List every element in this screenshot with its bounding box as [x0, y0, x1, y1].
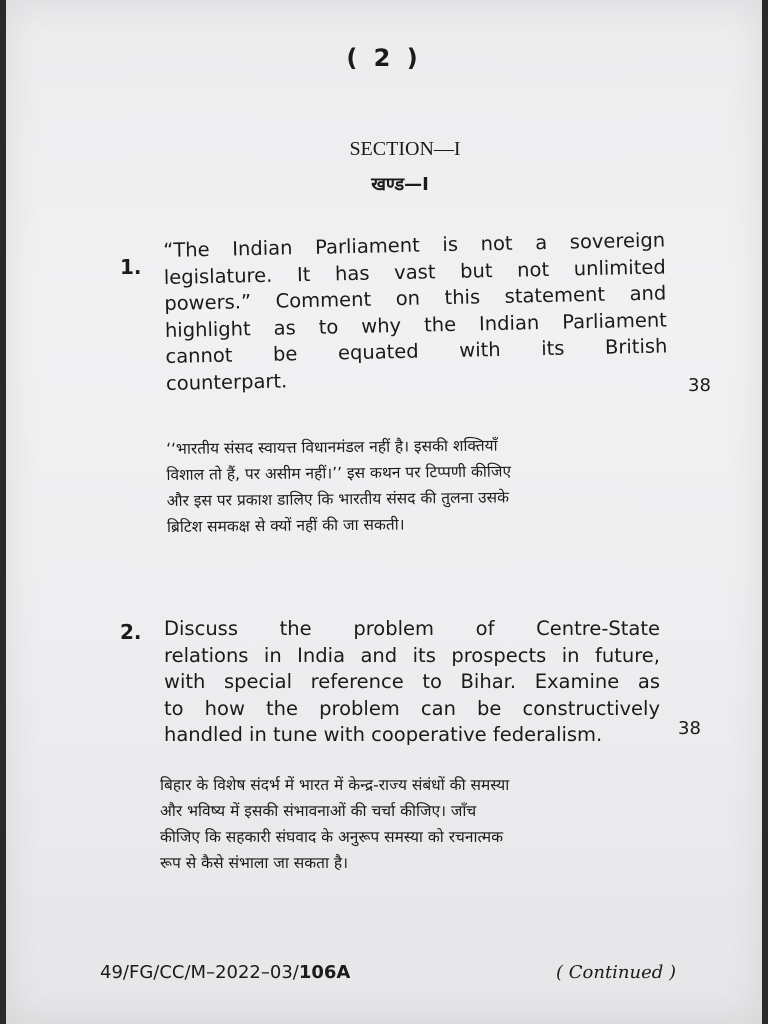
question-1-line: counterpart.: [165, 368, 288, 395]
question-1-text-hindi: [166, 431, 667, 540]
section-title: SECTION—I: [349, 138, 461, 160]
question-2-line: to how the problem can be constructively: [164, 696, 660, 720]
question-2-line: with special reference to Bihar. Examine as: [164, 670, 660, 693]
question-1-line: cannot be equated with its British: [165, 334, 668, 368]
question-2-text-hindi: [160, 772, 665, 876]
paper-code: [100, 962, 350, 983]
question-1-text-english: [163, 227, 668, 396]
question-2-hindi-line: और भविष्य में इसकी संभावनाओं की चर्चा कीजिए। जाँच: [160, 802, 477, 820]
question-1-hindi-line: विशाल तो हैं, पर असीम नहीं।’’ इस कथन पर टिप्पणी कीजिए: [166, 462, 512, 484]
section-title-hindi: खण्ड—I: [371, 174, 429, 195]
page-number: ( 2 ): [346, 44, 422, 72]
question-2-line: handled in tune with cooperative federalism.: [164, 723, 603, 746]
paper-code-prefix: 49/FG/CC/M–2022–03/: [100, 962, 299, 983]
question-2-hindi-line: कीजिए कि सहकारी संघवाद के अनुरूप समस्या को रचनात्मक: [160, 828, 504, 846]
question-1-hindi-line: ब्रिटिश समकक्ष से क्यों नहीं की जा सकती।: [166, 515, 405, 536]
question-1-line: highlight as to why the Indian Parliament: [164, 307, 668, 342]
continued-label: ( Continued ): [556, 962, 677, 983]
question-2-number: 2.: [120, 620, 142, 644]
question-1-line: powers.” Comment on this statement and: [164, 281, 667, 315]
question-1-line: legislature. It has vast but not unlimited: [163, 254, 666, 289]
question-2-marks: 38: [678, 718, 701, 739]
question-2-line: Discuss the problem of Centre-State: [164, 617, 660, 640]
question-1-hindi-line: ‘‘भारतीय संसद स्वायत्त विधानमंडल नहीं है। इसकी शक्तियाँ: [166, 436, 498, 458]
question-2-hindi-line: बिहार के विशेष संदर्भ में भारत में केन्द्र-राज्य संबंधों की समस्या: [160, 776, 510, 794]
question-2-hindi-line: रूप से कैसे संभाला जा सकता है।: [160, 854, 349, 872]
question-2-line: relations in India and its prospects in future,: [164, 643, 660, 667]
question-1-line: “The Indian Parliament is not a sovereign: [163, 228, 666, 262]
question-2-text-english: [164, 616, 660, 749]
question-1-hindi-line: और इस पर प्रकाश डालिए कि भारतीय संसद की तुलना उसके: [166, 488, 510, 510]
question-1-number: 1.: [120, 255, 142, 279]
paper-code-suffix: 106A: [298, 962, 351, 983]
question-1-marks: 38: [688, 375, 711, 396]
